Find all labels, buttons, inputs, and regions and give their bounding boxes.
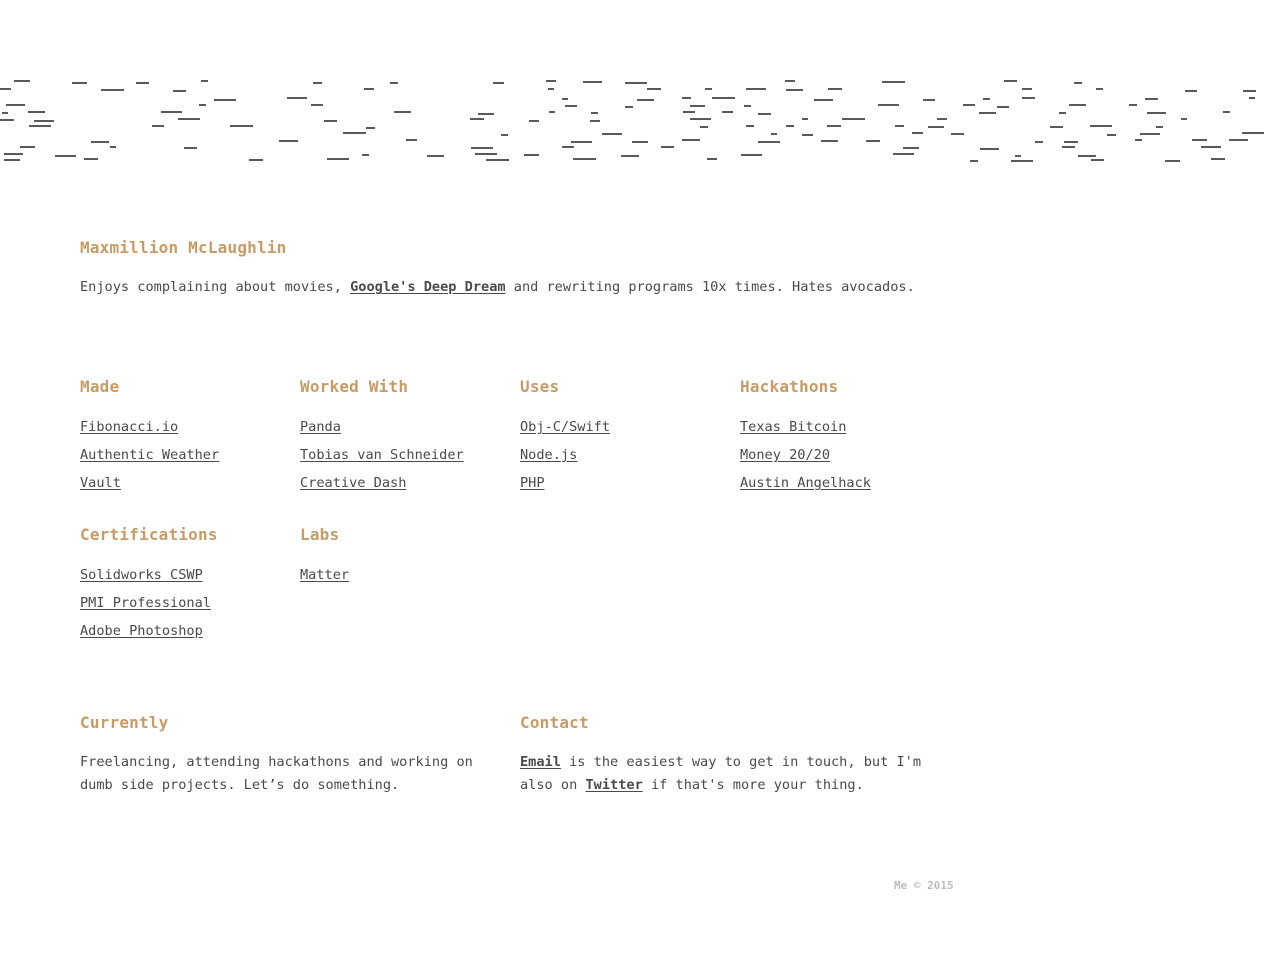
header-dash <box>29 125 51 127</box>
header-dash <box>785 80 795 82</box>
header-dash <box>705 88 712 90</box>
header-dash <box>625 106 633 108</box>
hackathons-column <box>740 377 960 497</box>
header-dash <box>970 160 978 162</box>
email-link[interactable]: Email <box>520 754 561 770</box>
header-dash <box>136 82 149 84</box>
header-dash <box>486 159 509 161</box>
labs-column <box>300 525 520 589</box>
header-dash <box>746 88 766 90</box>
list-item <box>520 413 740 441</box>
header-dash <box>802 118 808 120</box>
made-list <box>80 413 300 497</box>
list-item <box>80 413 300 441</box>
header-dash <box>327 158 349 160</box>
contact-heading: Contact <box>520 713 589 732</box>
header-dash <box>1022 88 1032 90</box>
header-dash <box>390 82 398 84</box>
made-link-authentic-weather[interactable]: Authentic Weather <box>80 447 220 463</box>
certifications-heading: Certifications <box>80 525 218 544</box>
header-dash <box>470 118 484 120</box>
header-dash <box>712 97 735 99</box>
header-dash <box>632 141 648 143</box>
header-dash <box>562 146 574 148</box>
header-dash <box>1050 126 1063 128</box>
header-dash <box>493 82 504 84</box>
header-dash <box>842 118 865 120</box>
certifications-column <box>80 525 300 645</box>
list-item <box>740 413 960 441</box>
header-dash <box>406 139 417 141</box>
header-dash <box>983 98 990 100</box>
header-dash <box>475 153 497 155</box>
header-dash <box>866 140 880 142</box>
header-dash <box>565 105 577 107</box>
profile-name: Maxmillion McLaughlin <box>80 238 287 257</box>
worked-with-link-tobias[interactable]: Tobias van Schneider <box>300 447 464 463</box>
header-dash <box>979 112 996 114</box>
header-dash <box>590 120 600 122</box>
uses-heading: Uses <box>520 377 560 396</box>
header-dash <box>963 104 975 106</box>
header-dash <box>1249 97 1255 99</box>
list-item <box>300 469 520 497</box>
header-dash <box>152 125 164 127</box>
header-dash <box>683 111 695 113</box>
hackathons-link-texas-bitcoin[interactable]: Texas Bitcoin <box>740 419 847 435</box>
worked-with-heading: Worked With <box>300 377 409 396</box>
header-dash <box>661 146 674 148</box>
header-dash <box>562 98 568 100</box>
header-dash <box>110 146 116 148</box>
certifications-link-photoshop[interactable]: Adobe Photoshop <box>80 623 203 639</box>
header-dash <box>647 88 661 90</box>
hackathons-heading: Hackathons <box>740 377 839 396</box>
hackathons-link-money-2020[interactable]: Money 20/20 <box>740 447 831 463</box>
header-dash <box>707 158 717 160</box>
list-item <box>80 617 300 645</box>
list-item <box>520 469 740 497</box>
header-dash <box>583 81 602 83</box>
profile-bio <box>80 277 980 297</box>
contact-text-end: if that's more your thing. <box>642 777 864 793</box>
twitter-link[interactable]: Twitter <box>585 777 643 793</box>
header-dash <box>722 111 733 113</box>
header-dash <box>313 82 322 84</box>
header-dash <box>928 126 944 128</box>
list-item <box>80 561 300 589</box>
header-dash <box>1243 90 1256 92</box>
header-dash <box>1211 158 1225 160</box>
header-dash <box>893 153 914 155</box>
header-dash <box>621 155 639 157</box>
header-dash <box>1064 141 1078 143</box>
header-dash <box>637 99 654 101</box>
header-dash <box>1096 88 1103 90</box>
header-dash <box>1107 134 1116 136</box>
header-dash <box>362 154 369 156</box>
worked-with-link-panda[interactable]: Panda <box>300 419 341 435</box>
header-dash <box>1156 126 1163 128</box>
footer-copyright: Me © 2015 <box>894 879 954 892</box>
header-dash <box>923 99 935 101</box>
header-dash <box>366 127 375 129</box>
list-item <box>80 589 300 617</box>
header-dash <box>28 111 45 113</box>
contact-text-middle: is the easiest way to get in touch, but I'm also on <box>520 754 922 793</box>
uses-list <box>520 413 740 497</box>
header-dash <box>682 139 700 141</box>
deep-dream-link[interactable]: Google's Deep Dream <box>350 279 506 295</box>
intro-section <box>80 238 980 297</box>
header-dash <box>997 106 1009 108</box>
header-dash <box>529 120 539 122</box>
header-dash <box>279 140 298 142</box>
header-dash <box>311 104 323 106</box>
header-dash <box>199 104 206 106</box>
header-dash <box>548 88 554 90</box>
header-dash <box>173 90 186 92</box>
header-dash <box>1181 118 1187 120</box>
header-dash <box>184 147 197 149</box>
header-dash <box>1140 133 1160 135</box>
header-dash <box>4 159 20 161</box>
header-dash <box>287 97 307 99</box>
header-dash <box>364 88 374 90</box>
header-dash <box>903 147 919 149</box>
list-item <box>80 441 300 469</box>
header-dash <box>478 113 494 115</box>
header-dash <box>1090 125 1112 127</box>
header-dash <box>1062 146 1075 148</box>
header-dash <box>343 132 366 134</box>
header-dash <box>802 134 813 136</box>
list-item <box>80 469 300 497</box>
header-dash <box>178 118 200 120</box>
header-dash <box>72 82 87 84</box>
bio-text-before: Enjoys complaining about movies, <box>80 279 351 295</box>
list-item <box>520 441 740 469</box>
header-dash <box>101 89 124 91</box>
header-dash <box>980 148 999 150</box>
header-dash <box>4 153 23 155</box>
header-dash <box>1069 104 1086 106</box>
header-dash <box>591 112 598 114</box>
header-dash <box>0 88 11 90</box>
header-dash <box>746 125 754 127</box>
made-link-fibonacci[interactable]: Fibonacci.io <box>80 419 179 435</box>
certifications-link-pmi[interactable]: PMI Professional <box>80 595 211 611</box>
header-dash <box>690 118 711 120</box>
header-dash <box>1074 82 1082 84</box>
hackathons-link-austin-angelhack[interactable]: Austin Angelhack <box>740 475 871 491</box>
header-dash <box>1165 160 1180 162</box>
bio-text-after: and rewriting programs 10x times. Hates avocados. <box>505 279 915 295</box>
header-dash <box>625 82 647 84</box>
header-dash <box>1011 160 1033 162</box>
header-dash <box>771 133 777 135</box>
header-dash <box>682 97 691 99</box>
header-dash <box>690 105 705 107</box>
certifications-link-solidworks[interactable]: Solidworks CSWP <box>80 567 203 583</box>
hackathons-list <box>740 413 960 497</box>
header-dash <box>549 111 555 113</box>
header-dash <box>744 105 751 107</box>
header-dash <box>786 125 794 127</box>
header-dash <box>700 126 708 128</box>
header-dash <box>546 80 556 82</box>
header-dash <box>1059 112 1066 114</box>
labs-heading: Labs <box>300 525 340 544</box>
header-dash <box>161 111 182 113</box>
worked-with-column <box>300 377 520 497</box>
header-dash <box>895 125 904 127</box>
header-dash <box>1192 139 1207 141</box>
list-item <box>300 413 520 441</box>
header-dash <box>201 80 208 82</box>
header-dash <box>602 133 622 135</box>
uses-link-objc-swift[interactable]: Obj-C/Swift <box>520 419 611 435</box>
list-item <box>300 441 520 469</box>
header-dash <box>2 112 8 114</box>
header-dash-pattern <box>0 70 1280 170</box>
currently-text: Freelancing, attending hackathons and working on dumb side projects. Let’s do something. <box>80 754 473 793</box>
labs-list <box>300 561 520 589</box>
header-dash <box>524 154 539 156</box>
contact-text <box>520 751 940 797</box>
header-dash <box>1229 139 1248 141</box>
currently-heading: Currently <box>80 713 169 732</box>
header-dash <box>1004 80 1017 82</box>
uses-link-php[interactable]: PHP <box>520 475 545 491</box>
header-dash <box>878 104 899 106</box>
made-heading: Made <box>80 377 120 396</box>
labs-link-matter[interactable]: Matter <box>300 567 350 583</box>
header-dash <box>1035 141 1043 143</box>
header-dash <box>1185 90 1197 92</box>
header-dash <box>501 134 508 136</box>
header-dash <box>758 141 780 143</box>
header-dash <box>1147 112 1166 114</box>
header-dash <box>20 146 35 148</box>
made-link-vault[interactable]: Vault <box>80 475 121 491</box>
made-column <box>80 377 300 497</box>
currently-section <box>80 713 500 797</box>
header-dash <box>1135 139 1142 141</box>
header-dash <box>828 88 842 90</box>
header-dash <box>1223 111 1230 113</box>
header-dash <box>821 140 838 142</box>
header-dash <box>230 125 253 127</box>
uses-link-nodejs[interactable]: Node.js <box>520 447 578 463</box>
list-item <box>740 469 960 497</box>
header-dash <box>91 141 109 143</box>
header-dash <box>1022 97 1035 99</box>
header-dash <box>827 125 841 127</box>
header-dash <box>1201 146 1221 148</box>
header-dash <box>84 158 98 160</box>
header-dash <box>571 141 592 143</box>
certifications-list <box>80 561 300 645</box>
header-dash <box>6 104 25 106</box>
header-dash <box>951 133 964 135</box>
header-dash <box>471 147 493 149</box>
header-dash <box>55 155 76 157</box>
header-dash <box>814 99 833 101</box>
header-dash <box>741 154 762 156</box>
header-dash <box>1078 155 1096 157</box>
header-dash <box>214 99 236 101</box>
header-dash <box>573 158 596 160</box>
header-dash <box>394 111 411 113</box>
header-dash <box>1091 159 1104 161</box>
header-dash <box>937 118 947 120</box>
header-dash <box>912 132 923 134</box>
header-dash <box>14 80 30 82</box>
header-dash <box>1242 132 1264 134</box>
header-dash <box>1129 104 1137 106</box>
header-dash <box>427 155 444 157</box>
header-dash <box>249 159 263 161</box>
contact-section <box>520 713 940 797</box>
header-dash <box>324 120 337 122</box>
uses-column <box>520 377 740 497</box>
list-item <box>740 441 960 469</box>
worked-with-link-creative-dash[interactable]: Creative Dash <box>300 475 407 491</box>
header-dash <box>34 120 54 122</box>
list-item <box>300 561 520 589</box>
header-dash <box>758 113 771 115</box>
header-dash <box>1145 98 1158 100</box>
header-dash <box>1015 155 1021 157</box>
worked-with-list <box>300 413 520 497</box>
header-dash <box>882 81 905 83</box>
header-dash <box>0 119 14 121</box>
header-dash <box>786 89 803 91</box>
